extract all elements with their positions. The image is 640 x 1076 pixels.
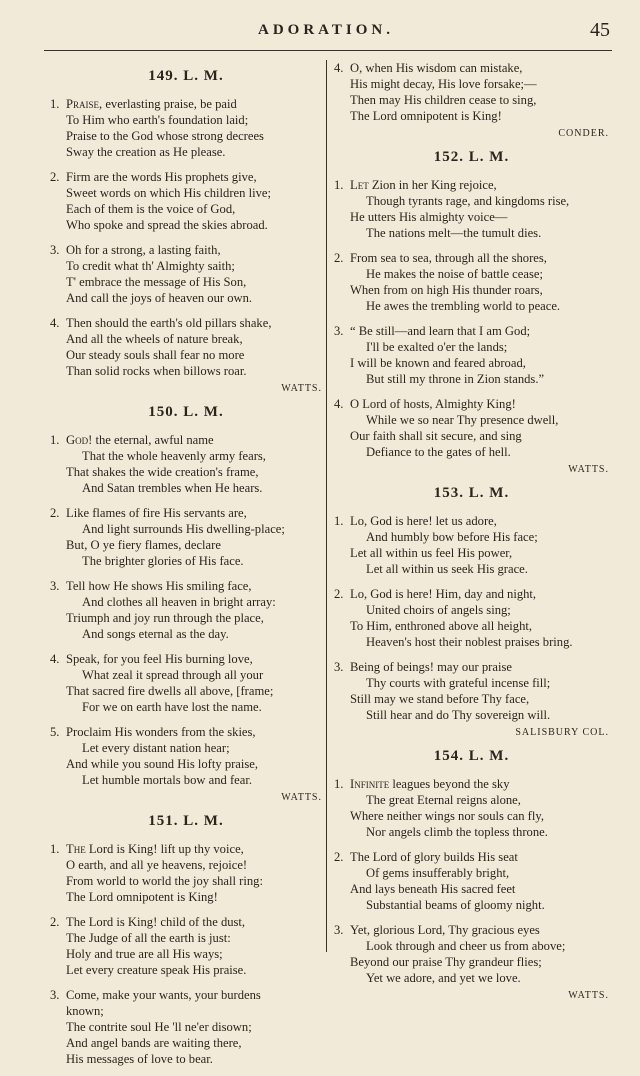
line-text: O Lord of hosts, Almighty King! <box>350 397 516 411</box>
verse-line <box>50 521 322 537</box>
verse-line <box>50 96 322 112</box>
stanza-number: 3. <box>50 243 60 257</box>
line-text: Lord is King! lift up thy voice, <box>88 842 244 856</box>
page-number: 45 <box>590 19 610 41</box>
line-text: The brighter glories of His face. <box>82 554 244 568</box>
line-text: That sacred fire dwells all above, [frame; <box>66 684 274 698</box>
line-text: Being of beings! may our praise <box>350 660 512 674</box>
line-text: When from on high His thunder roars, <box>350 283 543 297</box>
line-text: And angel bands are waiting there, <box>66 1036 242 1050</box>
line-text: Nor angels climb the topless throne. <box>366 825 548 839</box>
verse-line <box>50 699 322 715</box>
line-text: Let all within us seek His grace. <box>366 562 528 576</box>
line-text: That shakes the wide creation's frame, <box>66 465 259 479</box>
line-text: Tell how He shows His smiling face, <box>66 579 252 593</box>
verse-line <box>334 428 609 444</box>
line-text: Zion in her King rejoice, <box>371 178 497 192</box>
verse-line <box>334 412 609 428</box>
line-text: T' embrace the message of His Son, <box>66 275 247 289</box>
line-text: Heaven's host their noblest praises bring. <box>366 635 573 649</box>
line-text: His messages of love to bear. <box>66 1052 213 1066</box>
stanza <box>50 578 322 642</box>
right-column <box>334 60 609 1009</box>
verse-line <box>50 1035 322 1051</box>
author-credit: WATTS. <box>568 990 609 1001</box>
line-text: everlasting praise, be paid <box>105 97 237 111</box>
verse-line <box>334 371 609 387</box>
line-text: Still hear and do Thy sovereign will. <box>366 708 551 722</box>
stanza <box>334 849 609 913</box>
line-text: Where neither wings nor souls can fly, <box>350 809 544 823</box>
verse-line <box>334 586 609 602</box>
line-text: But, O ye fiery flames, declare <box>66 538 221 552</box>
verse-line <box>50 128 322 144</box>
line-text: What zeal it spread through all your <box>82 668 264 682</box>
line-text: I'll be exalted o'er the lands; <box>366 340 508 354</box>
verse-line <box>334 938 609 954</box>
stanza-number: 2. <box>334 587 344 601</box>
stanza-number: 3. <box>334 923 344 937</box>
first-word: The <box>66 842 86 856</box>
line-text: Who spoke and spread the skies abroad. <box>66 218 268 232</box>
first-word: Infinite <box>350 777 390 791</box>
verse-line <box>334 808 609 824</box>
stanza <box>50 724 322 788</box>
verse-line <box>334 561 609 577</box>
verse-line <box>334 659 609 675</box>
line-text: And all the wheels of nature break, <box>66 332 243 346</box>
stanza <box>334 396 609 460</box>
line-text: From sea to sea, through all the shores, <box>350 251 547 265</box>
line-text: And clothes all heaven in bright array: <box>82 595 276 609</box>
verse-line <box>50 667 322 683</box>
verse-line <box>334 209 609 225</box>
verse-line <box>50 889 322 905</box>
line-text: To credit what th' Almighty saith; <box>66 259 235 273</box>
first-word: Praise, <box>66 97 103 111</box>
verse-line <box>50 331 322 347</box>
stanza-number: 3. <box>50 579 60 593</box>
line-text: O, when His wisdom can mistake, <box>350 61 523 75</box>
line-text: From world to world the joy shall ring: <box>66 874 263 888</box>
verse-line <box>50 432 322 448</box>
stanza <box>50 315 322 379</box>
line-text: The Lord omnipotent is King! <box>66 890 218 904</box>
line-text: Praise to the God whose strong decrees <box>66 129 264 143</box>
line-text: Each of them is the voice of God, <box>66 202 236 216</box>
stanza <box>50 96 322 160</box>
verse-line <box>50 651 322 667</box>
stanza-number: 1. <box>334 514 344 528</box>
stanza <box>334 586 609 650</box>
stanza-number: 1. <box>334 178 344 192</box>
line-text: Than solid rocks when billows roar. <box>66 364 247 378</box>
line-text: Substantial beams of gloomy night. <box>366 898 545 912</box>
line-text: Yet we adore, and yet we love. <box>366 971 521 985</box>
verse-line <box>334 634 609 650</box>
stanza <box>50 432 322 496</box>
line-text: Though tyrants rage, and kingdoms rise, <box>366 194 570 208</box>
stanza <box>334 177 609 241</box>
stanza-number: 4. <box>334 397 344 411</box>
verse-line <box>334 792 609 808</box>
verse-line <box>50 505 322 521</box>
verse-line <box>50 578 322 594</box>
line-text: And lays beneath His sacred feet <box>350 882 516 896</box>
verse-line <box>334 266 609 282</box>
verse-line <box>334 954 609 970</box>
line-text: But still my throne in Zion stands.” <box>366 372 545 386</box>
author-credit: CONDER. <box>558 128 609 139</box>
hymn-title: 150. L. M. <box>148 404 224 420</box>
stanza-number: 1. <box>334 777 344 791</box>
verse-line <box>50 873 322 889</box>
line-text: Oh for a strong, a lasting faith, <box>66 243 221 257</box>
verse-line <box>50 480 322 496</box>
stanza-number: 2. <box>334 251 344 265</box>
verse-line <box>334 92 609 108</box>
line-text: Then should the earth's old pillars shake, <box>66 316 272 330</box>
stanza <box>50 987 322 1067</box>
verse-line <box>50 185 322 201</box>
verse-line <box>334 339 609 355</box>
line-text: Let every distant nation hear; <box>82 741 230 755</box>
line-text: Sway the creation as He please. <box>66 145 226 159</box>
verse-line <box>50 962 322 978</box>
line-text: Then may His children cease to sing, <box>350 93 537 107</box>
line-text: Lo, God is here! Him, day and night, <box>350 587 537 601</box>
verse-line <box>50 537 322 553</box>
left-column <box>50 60 322 1076</box>
verse-line <box>50 274 322 290</box>
stanza <box>334 513 609 577</box>
verse-line <box>334 250 609 266</box>
verse-line <box>334 691 609 707</box>
stanza-number: 3. <box>334 324 344 338</box>
running-header <box>40 16 612 46</box>
verse-line <box>50 553 322 569</box>
hymn-title: 152. L. M. <box>433 149 510 165</box>
verse-line <box>50 242 322 258</box>
line-text: And songs eternal as the day. <box>82 627 229 641</box>
stanza <box>50 169 322 233</box>
column-divider <box>326 60 327 952</box>
verse-line <box>334 849 609 865</box>
verse-line <box>334 529 609 545</box>
verse-line <box>50 724 322 740</box>
verse-line <box>50 1051 322 1067</box>
stanza-number: 2. <box>334 850 344 864</box>
line-text: Look through and cheer us from above; <box>366 939 566 953</box>
hymn-title: 154. L. M. <box>433 748 510 764</box>
verse-line <box>334 881 609 897</box>
hymn-title: 149. L. M. <box>148 68 224 84</box>
hymn-title: 153. L. M. <box>433 485 510 501</box>
verse-line <box>334 776 609 792</box>
stanza-number: 4. <box>50 652 60 666</box>
line-text: To Him who earth's foundation laid; <box>66 113 249 127</box>
line-text: I will be known and feared abroad, <box>350 356 526 370</box>
line-text: Let humble mortals bow and fear. <box>82 773 252 787</box>
author-credit: WATTS. <box>568 464 609 475</box>
verse-line <box>50 594 322 610</box>
header-rule <box>44 50 612 51</box>
verse-line <box>334 970 609 986</box>
verse-line <box>334 282 609 298</box>
hymn-title: 151. L. M. <box>148 813 224 829</box>
line-text: Holy and true are all His ways; <box>66 947 223 961</box>
line-text: “ Be still—and learn that I am God; <box>350 324 531 338</box>
line-text: Triumph and joy run through the place, <box>66 611 264 625</box>
stanza <box>334 659 609 723</box>
stanza <box>50 651 322 715</box>
verse-line <box>50 1019 322 1035</box>
line-text: For we on earth have lost the name. <box>82 700 262 714</box>
line-text: United choirs of angels sing; <box>366 603 511 617</box>
stanza <box>334 776 609 840</box>
line-text: Like flames of fire His servants are, <box>66 506 247 520</box>
verse-line <box>334 323 609 339</box>
line-text: He awes the trembling world to peace. <box>366 299 561 313</box>
author-credit: WATTS. <box>281 792 322 803</box>
verse-line <box>334 922 609 938</box>
stanza <box>334 250 609 314</box>
line-text: And Satan trembles when He hears. <box>82 481 263 495</box>
line-text: The Judge of all the earth is just: <box>66 931 231 945</box>
stanza-number: 2. <box>50 506 60 520</box>
stanza <box>50 242 322 306</box>
line-text: Firm are the words His prophets give, <box>66 170 257 184</box>
stanza-number: 1. <box>50 97 60 111</box>
verse-line <box>334 193 609 209</box>
line-text: That the whole heavenly army fears, <box>82 449 266 463</box>
verse-line <box>50 464 322 480</box>
stanza-number: 5. <box>50 725 60 739</box>
line-text: His might decay, His love forsake;— <box>350 77 537 91</box>
first-word: Let <box>350 178 369 192</box>
stanza-number: 4. <box>334 61 344 75</box>
line-text: The nations melt—the tumult dies. <box>366 226 542 240</box>
verse-line <box>334 396 609 412</box>
line-text: To Him, enthroned above all height, <box>350 619 533 633</box>
stanza-number: 1. <box>50 433 60 447</box>
verse-line <box>334 707 609 723</box>
line-text: Proclaim His wonders from the skies, <box>66 725 256 739</box>
verse-line <box>334 602 609 618</box>
verse-line <box>334 545 609 561</box>
line-text: Still may we stand before Thy face, <box>350 692 530 706</box>
verse-line <box>334 865 609 881</box>
verse-line <box>334 108 609 124</box>
stanza-number: 3. <box>50 988 60 1002</box>
stanza <box>50 914 322 978</box>
line-text: Speak, for you feel His burning love, <box>66 652 253 666</box>
line-text: Defiance to the gates of hell. <box>366 445 511 459</box>
verse-line <box>50 448 322 464</box>
stanza <box>334 60 609 124</box>
verse-line <box>334 298 609 314</box>
verse-line <box>50 610 322 626</box>
line-text: Lo, God is here! let us adore, <box>350 514 497 528</box>
verse-line <box>50 144 322 160</box>
verse-line <box>334 897 609 913</box>
stanza <box>50 505 322 569</box>
author-credit: SALISBURY COL. <box>515 727 609 738</box>
verse-line <box>50 201 322 217</box>
stanza-number: 2. <box>50 915 60 929</box>
line-text: Thy courts with grateful incense fill; <box>366 676 551 690</box>
line-text: O earth, and all ye heavens, rejoice! <box>66 858 248 872</box>
verse-line <box>50 756 322 772</box>
verse-line <box>50 217 322 233</box>
line-text: leagues beyond the sky <box>392 777 510 791</box>
line-text: Our steady souls shall fear no more <box>66 348 245 362</box>
verse-line <box>334 60 609 76</box>
verse-line <box>50 740 322 756</box>
verse-line <box>50 683 322 699</box>
line-text: And while you sound His lofty praise, <box>66 757 259 771</box>
verse-line <box>334 76 609 92</box>
stanza-number: 3. <box>334 660 344 674</box>
verse-line <box>50 914 322 930</box>
line-text: Beyond our praise Thy grandeur flies; <box>350 955 542 969</box>
line-text: known; <box>66 1004 104 1018</box>
verse-line <box>334 513 609 529</box>
verse-line <box>50 363 322 379</box>
page-title: ADORATION. <box>258 22 394 38</box>
line-text: And light surrounds His dwelling-place; <box>82 522 285 536</box>
verse-line <box>334 177 609 193</box>
line-text: Let every creature speak His praise. <box>66 963 247 977</box>
line-text: And humbly bow before His face; <box>366 530 538 544</box>
line-text: Come, make your wants, your burdens <box>66 988 261 1002</box>
verse-line <box>334 225 609 241</box>
verse-line <box>50 987 322 1003</box>
verse-line <box>50 946 322 962</box>
author-credit: WATTS. <box>281 383 322 394</box>
verse-line <box>50 930 322 946</box>
line-text: While we so near Thy presence dwell, <box>366 413 559 427</box>
line-text: And call the joys of heaven our own. <box>66 291 253 305</box>
stanza-number: 4. <box>50 316 60 330</box>
verse-line <box>50 347 322 363</box>
verse-line <box>50 857 322 873</box>
line-text: The Lord of glory builds His seat <box>350 850 518 864</box>
line-text: Sweet words on which His children live; <box>66 186 271 200</box>
verse-line <box>50 315 322 331</box>
verse-line <box>334 444 609 460</box>
verse-line <box>334 355 609 371</box>
line-text: Of gems insufferably bright, <box>366 866 510 880</box>
verse-line <box>334 618 609 634</box>
line-text: Our faith shall sit secure, and sing <box>350 429 522 443</box>
line-text: Let all within us feel His power, <box>350 546 513 560</box>
stanza <box>334 323 609 387</box>
first-word: God! <box>66 433 93 447</box>
verse-line <box>50 1003 322 1019</box>
line-text: He utters His almighty voice— <box>350 210 508 224</box>
stanza <box>334 922 609 986</box>
line-text: The contrite soul He 'll ne'er disown; <box>66 1020 252 1034</box>
verse-line <box>50 841 322 857</box>
verse-line <box>334 824 609 840</box>
line-text: Yet, glorious Lord, Thy gracious eyes <box>350 923 540 937</box>
verse-line <box>50 258 322 274</box>
stanza-number: 2. <box>50 170 60 184</box>
line-text: The Lord omnipotent is King! <box>350 109 502 123</box>
verse-line <box>50 112 322 128</box>
line-text: He makes the noise of battle cease; <box>366 267 543 281</box>
verse-line <box>50 290 322 306</box>
stanza-number: 1. <box>50 842 60 856</box>
line-text: The Lord is King! child of the dust, <box>66 915 246 929</box>
verse-line <box>334 675 609 691</box>
verse-line <box>50 772 322 788</box>
verse-line <box>50 169 322 185</box>
verse-line <box>50 626 322 642</box>
stanza <box>50 841 322 905</box>
line-text: the eternal, awful name <box>95 433 214 447</box>
line-text: The great Eternal reigns alone, <box>366 793 521 807</box>
